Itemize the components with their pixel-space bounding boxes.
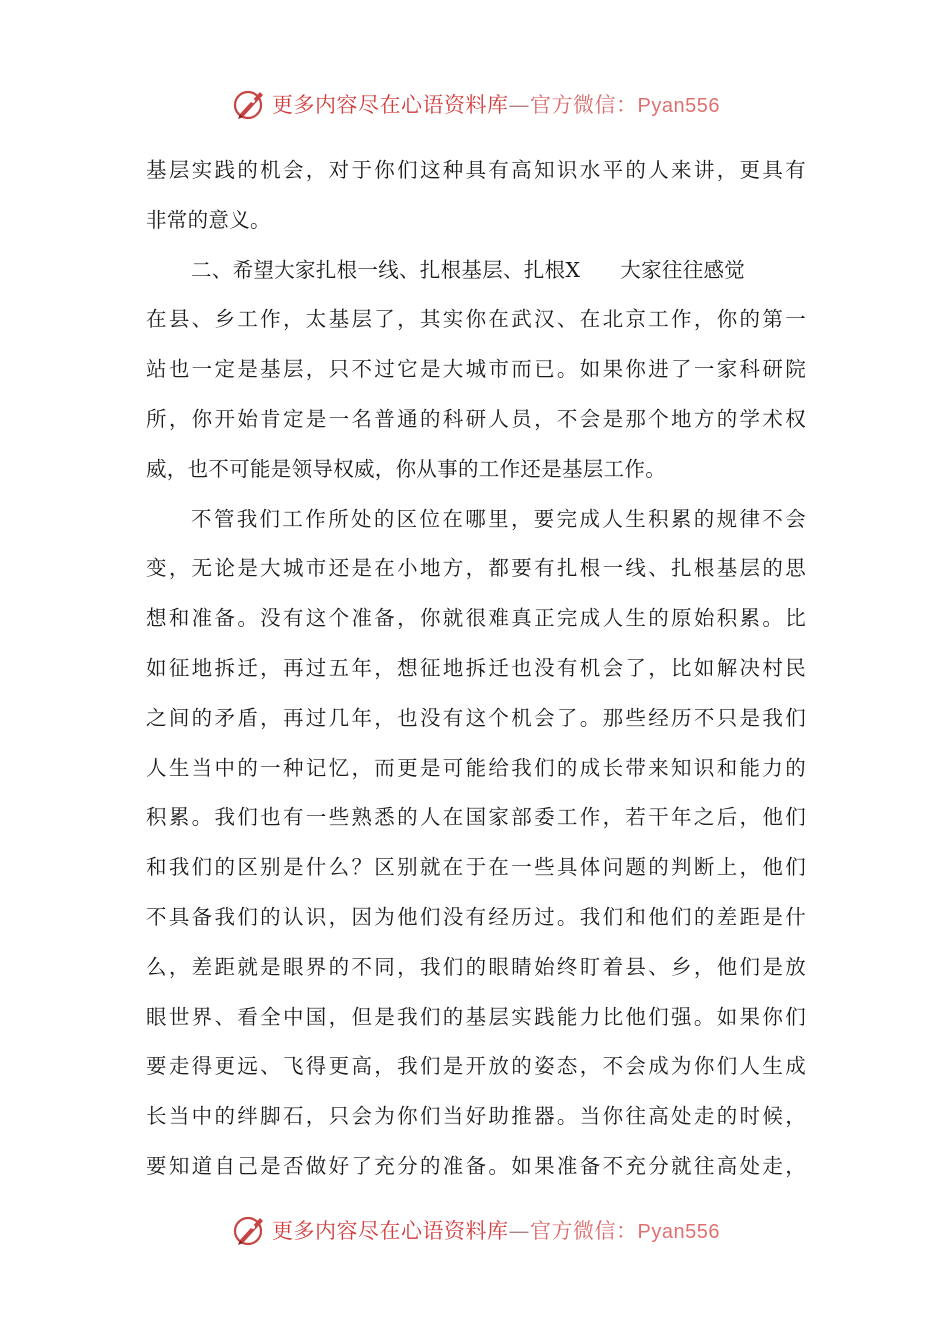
- pen-logo-icon: [230, 84, 270, 124]
- text-line: 所，你开始肯定是一名普通的科研人员，不会是那个地方的学术权: [146, 406, 806, 431]
- text-line: 不具备我们的认识，因为他们没有经历过。我们和他们的差距是什: [146, 904, 806, 929]
- text-line: 长当中的绊脚石，只会为你们当好助推器。当你往高处走的时候，: [146, 1104, 806, 1129]
- document-body: [146, 146, 806, 1192]
- text-line: 变，无论是大城市还是在小地方，都要有扎根一线、扎根基层的思: [146, 556, 806, 581]
- text-line: 想和准备。没有这个准备，你就很难真正完成人生的原始积累。比: [146, 606, 806, 631]
- text-line: 积累。我们也有一些熟悉的人在国家部委工作，若干年之后，他们: [146, 805, 806, 830]
- text-line: 如征地拆迁，再过五年，想征地拆迁也没有机会了，比如解决村民: [146, 655, 806, 680]
- watermark-banner-top: [0, 84, 950, 124]
- section-heading: 二、希望大家扎根一线、扎根基层、扎根X: [191, 257, 581, 282]
- text-line: 么，差距就是眼界的不同，我们的眼睛始终盯着县、乡，他们是放: [146, 954, 806, 979]
- text-line: 非常的意义。: [146, 207, 271, 232]
- text-line: 和我们的区别是什么？区别就在于在一些具体问题的判断上，他们: [146, 855, 806, 880]
- text-line: 在县、乡工作，太基层了，其实你在武汉、在北京工作，你的第一: [146, 307, 806, 332]
- text-line: 眼世界、看全中国，但是我们的基层实践能力比他们强。如果你们: [146, 1004, 806, 1029]
- watermark-text: 更多内容尽在心语资料库—官方微信：Pyan556: [272, 1219, 720, 1243]
- watermark-text: 更多内容尽在心语资料库—官方微信：Pyan556: [272, 93, 720, 117]
- text-line: 威，也不可能是领导权威，你从事的工作还是基层工作。: [146, 456, 666, 481]
- text-line: 基层实践的机会，对于你们这种具有高知识水平的人来讲，更具有: [146, 158, 806, 182]
- watermark-banner-bottom: [0, 1210, 950, 1250]
- text-line: 要走得更远、飞得更高，我们是开放的姿态，不会成为你们人生成: [146, 1054, 806, 1079]
- text-line: 要知道自己是否做好了充分的准备。如果准备不充分就往高处走，: [146, 1153, 806, 1178]
- text-line: 之间的矛盾，再过几年，也没有这个机会了。那些经历不只是我们: [146, 705, 806, 730]
- section-heading-line: [146, 246, 806, 296]
- paragraph-start-line: 不管我们工作所处的区位在哪里，要完成人生积累的规律不会: [191, 506, 806, 531]
- text-fragment: 大家往往感觉: [620, 257, 746, 282]
- text-line: 站也一定是基层，只不过它是大城市而已。如果你进了一家科研院: [146, 357, 806, 382]
- text-line: 人生当中的一种记忆，而更是可能给我们的成长带来知识和能力的: [146, 755, 806, 780]
- pen-logo-icon: [230, 1210, 270, 1250]
